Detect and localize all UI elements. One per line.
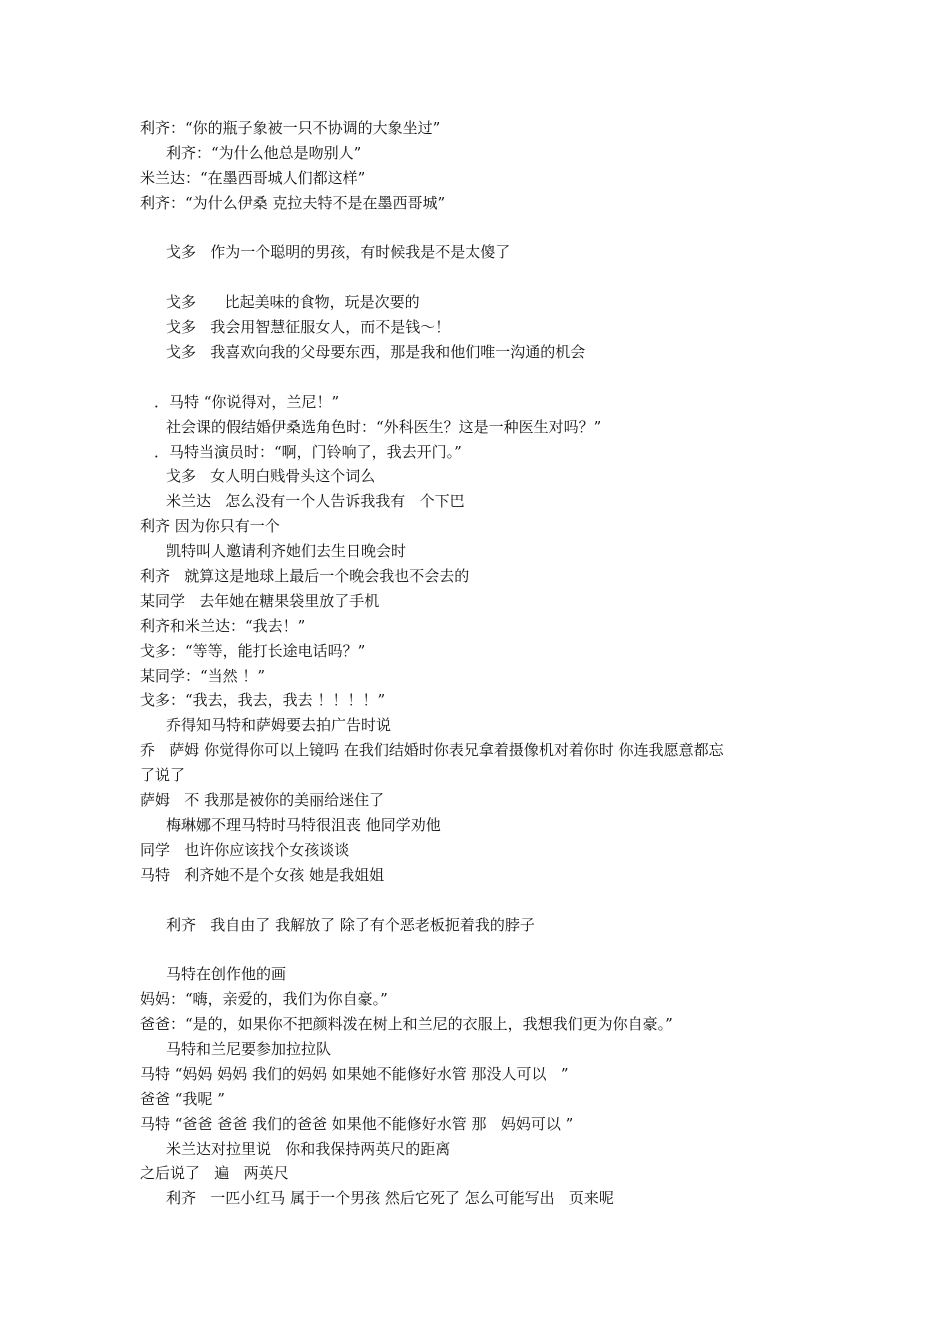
text-line: 爸爸：“是的，如果你不把颜料泼在树上和兰尼的衣服上，我想我们更为你自豪。” [140, 1015, 673, 1034]
text-line: 米兰达对拉里说 你和我保持两英尺的距离 [166, 1139, 451, 1158]
text-line: 之后说了 遍 两英尺 [140, 1164, 289, 1183]
text-line: 凯特叫人邀请利齐她们去生日晚会时 [166, 542, 407, 561]
text-line: 利齐：“你的瓶子象被一只不协调的大象坐过” [140, 119, 441, 137]
text-line: 马特和兰尼要参加拉拉队 [166, 1039, 332, 1058]
text-line: 某同学 去年她在糖果袋里放了手机 [140, 591, 380, 610]
text-line: 利齐和米兰达：“我去！” [140, 616, 306, 635]
text-line: 乔得知马特和萨姆要去拍广告时说 [166, 716, 392, 735]
text-line: 戈多 比起美味的食物，玩是次要的 [166, 293, 420, 312]
text-line: ．马特当演员时：“啊，门铃响了，我去开门。” [154, 442, 462, 461]
text-line: 马特 “妈妈 妈妈 我们的妈妈 如果她不能修好水管 那没人可以 ” [140, 1064, 569, 1083]
text-line: 萨姆 不 我那是被你的美丽给迷住了 [140, 791, 385, 810]
text-line: 了说了 [140, 766, 186, 785]
text-line: 爸爸 “我呢 ” [140, 1089, 225, 1108]
text-line: 利齐 因为你只有一个 [140, 517, 280, 536]
text-line: 某同学：“当然 ！” [140, 666, 266, 685]
text-line: 米兰达：“在墨西哥城人们都这样” [140, 168, 366, 187]
document-body [140, 116, 820, 1211]
blank-line [140, 216, 820, 241]
text-line: 利齐：“为什么伊桑 克拉夫特不是在墨西哥城” [140, 193, 446, 212]
text-line: 马特 “爸爸 爸爸 我们的爸爸 如果他不能修好水管 那 妈妈可以 ” [140, 1114, 574, 1133]
text-line: 戈多：“我去，我去，我去 ！！！！” [140, 691, 386, 710]
blank-line [140, 365, 820, 390]
text-line: 利齐：“为什么他总是吻别人” [166, 143, 362, 162]
text-line: 利齐 我自由了 我解放了 除了有个恶老板扼着我的脖子 [166, 915, 535, 934]
text-line: 戈多 我会用智慧征服女人，而不是钱～！ [166, 318, 451, 337]
text-line: 戈多 作为一个聪明的男孩，有时候我是不是太傻了 [166, 243, 511, 262]
text-line: 社会课的假结婚伊桑选角色时：“外科医生？这是一种医生对吗？” [166, 417, 602, 436]
text-line: 马特在创作他的画 [166, 965, 287, 984]
text-line: 戈多：“等等，能打长途电话吗？” [140, 641, 366, 660]
text-line: 利齐 一匹小红马 属于一个男孩 然后它死了 怎么可能写出 页来呢 [166, 1189, 614, 1208]
text-line: 利齐 就算这是地球上最后一个晚会我也不会去的 [140, 567, 470, 586]
text-line: 同学 也许你应该找个女孩谈谈 [140, 840, 350, 859]
text-line: ．马特 “你说得对，兰尼！” [154, 392, 340, 411]
text-line: 马特 利齐她不是个女孩 她是我姐姐 [140, 865, 385, 884]
text-line: 戈多 我喜欢向我的父母要东西，那是我和他们唯一沟通的机会 [166, 343, 586, 362]
blank-line [140, 265, 820, 290]
blank-line [140, 937, 820, 962]
text-line: 乔 萨姆 你觉得你可以上镜吗 在我们结婚时你表兄拿着摄像机对着你时 你连我愿意都忘 [140, 741, 724, 760]
text-line: 米兰达 怎么没有一个人告诉我我有 个下巴 [166, 492, 465, 511]
text-line: 梅琳娜不理马特时马特很沮丧 他同学劝他 [166, 815, 441, 834]
text-line: 戈多 女人明白贱骨头这个词么 [166, 467, 376, 486]
blank-line [140, 888, 820, 913]
text-line: 妈妈：“嗨，亲爱的，我们为你自豪。” [140, 990, 388, 1009]
